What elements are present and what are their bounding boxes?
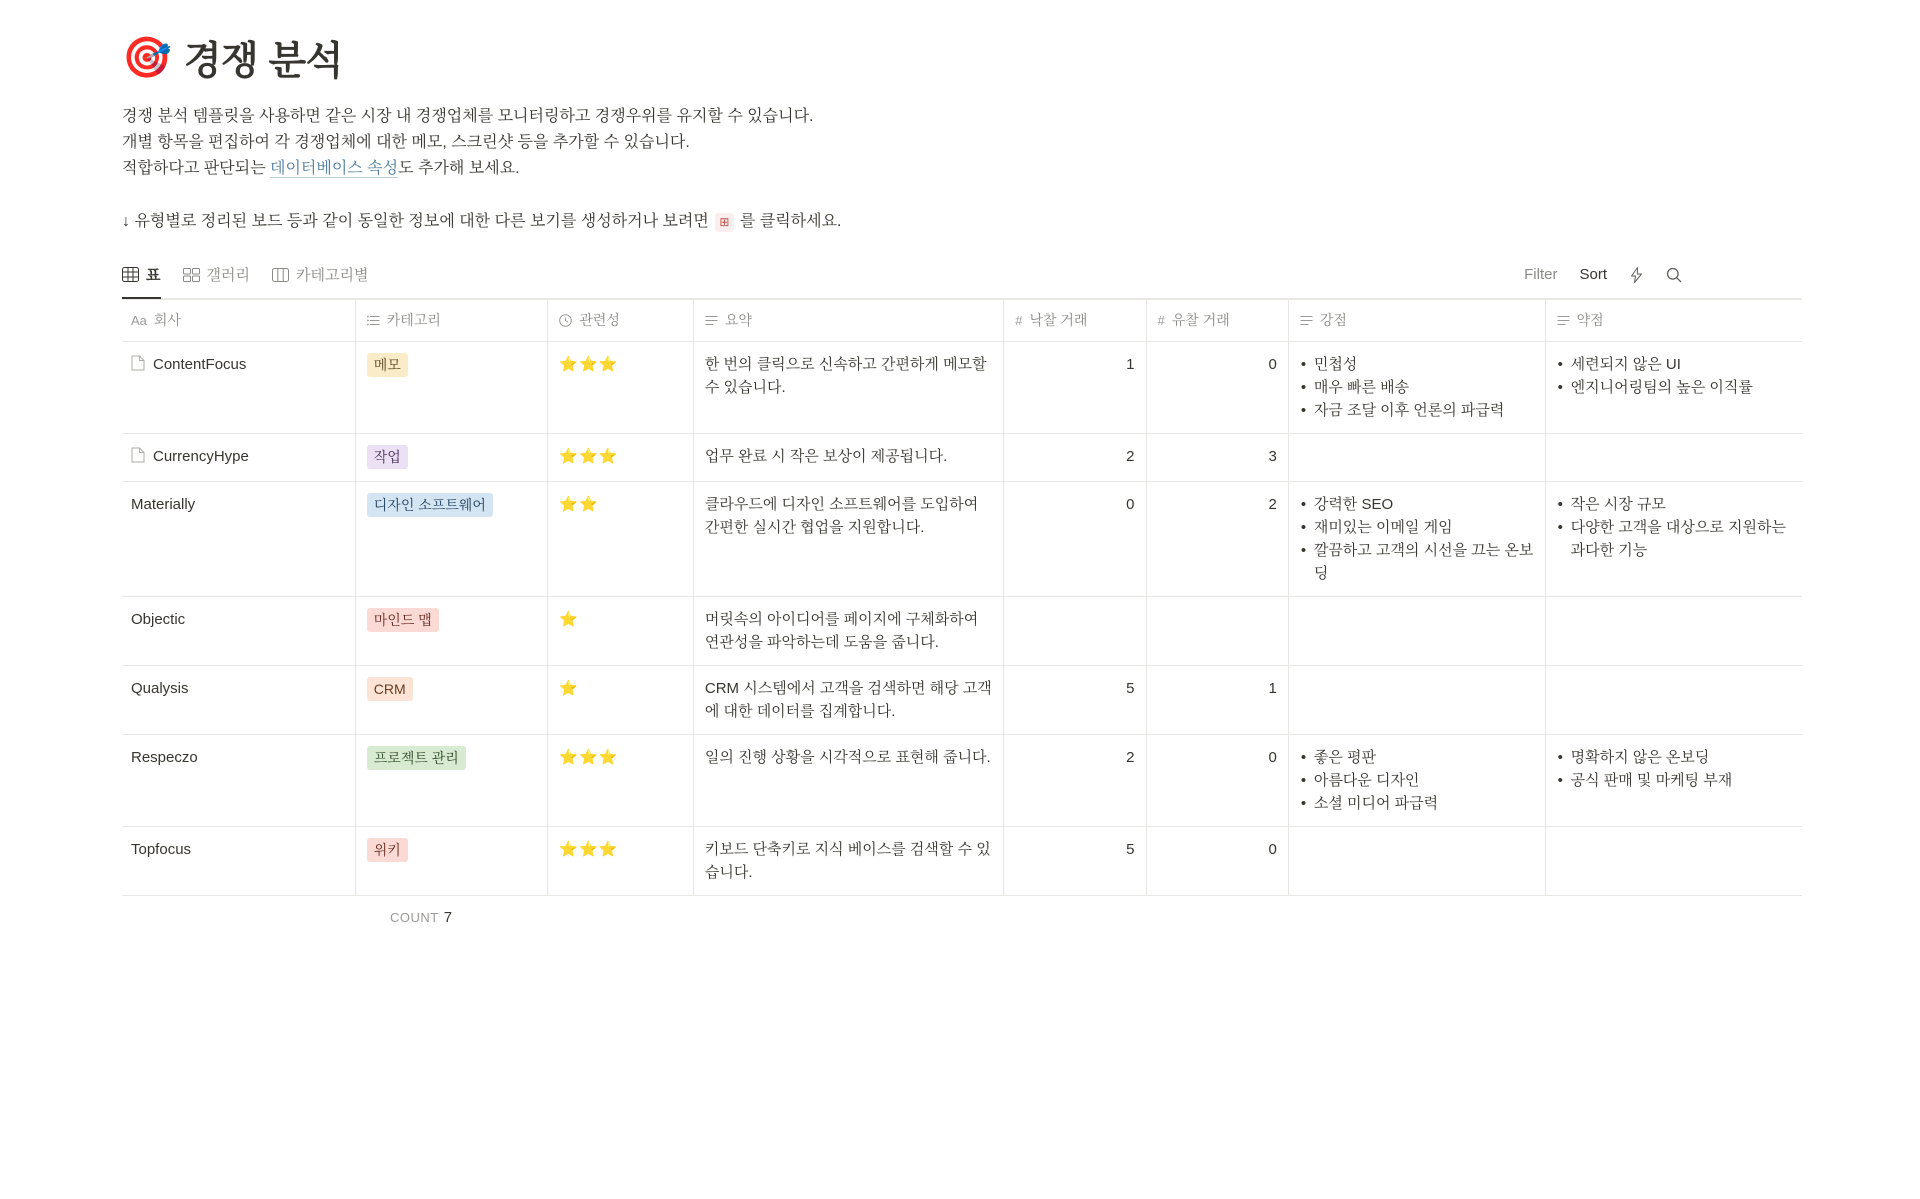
tab-gallery-view-label: 갤러리 — [206, 267, 250, 284]
table-row[interactable] — [122, 666, 1802, 735]
company-name: CurrencyHype — [153, 448, 249, 465]
text-icon — [1300, 315, 1313, 326]
column-header-category-label: 카테고리 — [386, 312, 441, 328]
table-header-row — [122, 300, 1802, 342]
table-row[interactable] — [122, 735, 1802, 827]
cell-relevance[interactable] — [548, 666, 694, 735]
relevance-stars: ⭐⭐⭐ — [559, 356, 619, 373]
table-row[interactable] — [122, 434, 1802, 482]
list-item: • 소셜 미디어 파급력 — [1300, 792, 1534, 815]
column-header-strengths[interactable] — [1288, 300, 1545, 342]
view-hint-callout — [122, 210, 1920, 234]
filter-button[interactable]: Filter — [1524, 266, 1558, 283]
cell-summary[interactable]: 업무 완료 시 작은 보상이 제공됩니다. — [693, 434, 1003, 482]
list-item: • 다양한 고객을 대상으로 지원하는 과다한 기능 — [1557, 516, 1791, 562]
cell-summary[interactable]: 클라우드에 디자인 소프트웨어를 도입하여 간편한 실시간 협업을 지원합니다. — [693, 482, 1003, 597]
list-item: • 명확하지 않은 온보딩 — [1557, 746, 1791, 769]
cell-company[interactable] — [122, 342, 355, 434]
cell-category[interactable] — [355, 666, 548, 735]
weaknesses-list — [1557, 746, 1791, 792]
cell-summary[interactable]: 일의 진행 상황을 시각적으로 표현해 줍니다. — [693, 735, 1003, 827]
list-item: • 강력한 SEO — [1300, 493, 1534, 516]
table-header — [122, 300, 1802, 342]
database-views-bar — [122, 264, 1802, 299]
table-footer-count — [122, 909, 1920, 926]
cell-category[interactable] — [355, 827, 548, 896]
category-tag: 메모 — [367, 353, 408, 377]
cell-relevance[interactable] — [548, 597, 694, 666]
title-type-icon: Aa — [131, 313, 147, 328]
column-header-weaknesses-label: 약점 — [1576, 312, 1604, 328]
cell-strengths[interactable] — [1288, 342, 1545, 434]
cell-open-deals[interactable]: 0 — [1146, 342, 1288, 434]
cell-company[interactable] — [122, 666, 355, 735]
table-row[interactable] — [122, 482, 1802, 597]
view-tabs — [122, 264, 368, 292]
page-intro — [122, 104, 1222, 182]
weaknesses-list — [1557, 353, 1791, 399]
cell-relevance[interactable] — [548, 735, 694, 827]
database-toolbar — [1524, 266, 1682, 290]
target-icon — [559, 314, 572, 327]
cell-weaknesses[interactable] — [1545, 342, 1802, 434]
cell-category[interactable] — [355, 342, 548, 434]
table-row[interactable] — [122, 342, 1802, 434]
relevance-stars: ⭐⭐⭐ — [559, 448, 619, 465]
column-header-weaknesses[interactable] — [1545, 300, 1802, 342]
cell-category[interactable] — [355, 597, 548, 666]
text-icon — [705, 315, 718, 326]
cell-weaknesses[interactable] — [1545, 482, 1802, 597]
callout-suffix: 를 클릭하세요. — [739, 213, 842, 230]
table-body — [122, 342, 1802, 896]
relevance-stars: ⭐ — [559, 611, 580, 628]
column-header-relevance-label: 관련성 — [579, 312, 620, 328]
column-header-company-label: 회사 — [153, 312, 181, 328]
cell-summary[interactable]: CRM 시스템에서 고객을 검색하면 해당 고객에 대한 데이터를 집계합니다. — [693, 666, 1003, 735]
column-header-company[interactable] — [122, 300, 355, 342]
tab-table-view-label: 표 — [146, 267, 161, 284]
intro-line-3-suffix: 도 추가해 보세요. — [398, 160, 520, 177]
list-item: • 세련되지 않은 UI — [1557, 353, 1791, 376]
table-view-inline-icon: ⊞ — [715, 213, 734, 232]
company-name: Respeczo — [131, 749, 198, 766]
table-row[interactable] — [122, 827, 1802, 896]
page-icon — [131, 355, 145, 378]
cell-relevance[interactable] — [548, 827, 694, 896]
category-tag: 작업 — [367, 445, 408, 469]
strengths-list — [1300, 746, 1534, 815]
competitive-analysis-table — [122, 299, 1802, 896]
weaknesses-list — [1557, 493, 1791, 562]
list-item: • 공식 판매 및 마케팅 부재 — [1557, 769, 1791, 792]
cell-weaknesses[interactable] — [1545, 597, 1802, 666]
cell-strengths[interactable] — [1288, 434, 1545, 482]
tab-board-view[interactable] — [272, 264, 368, 292]
callout-prefix: ↓ 유형별로 정리된 보드 등과 같이 동일한 정보에 대한 다른 보기를 생성하거나 보려면 — [122, 213, 709, 230]
cell-relevance[interactable] — [548, 482, 694, 597]
column-header-open-deals[interactable] — [1146, 300, 1288, 342]
cell-company[interactable] — [122, 597, 355, 666]
cell-closed-deals[interactable]: 1 — [1004, 342, 1146, 434]
cell-weaknesses[interactable] — [1545, 827, 1802, 896]
select-icon — [367, 315, 380, 326]
sort-button[interactable]: Sort — [1579, 266, 1607, 283]
cell-open-deals[interactable]: 0 — [1146, 827, 1288, 896]
cell-open-deals[interactable]: 2 — [1146, 482, 1288, 597]
column-header-open-deals-label: 유찰 거래 — [1171, 312, 1230, 328]
cell-category[interactable] — [355, 482, 548, 597]
count-label: COUNT — [390, 910, 439, 925]
cell-closed-deals[interactable]: 5 — [1004, 827, 1146, 896]
cell-closed-deals[interactable]: 2 — [1004, 735, 1146, 827]
column-header-relevance[interactable] — [548, 300, 694, 342]
page-title-row — [122, 30, 1920, 86]
cell-category[interactable] — [355, 434, 548, 482]
cell-relevance[interactable] — [548, 342, 694, 434]
relevance-stars: ⭐⭐ — [559, 496, 599, 513]
cell-weaknesses[interactable] — [1545, 735, 1802, 827]
intro-line-2: 개별 항목을 편집하여 각 경쟁업체에 대한 메모, 스크린샷 등을 추가할 수 있습니다. — [122, 134, 690, 151]
relevance-stars: ⭐ — [559, 680, 580, 697]
category-tag: CRM — [367, 677, 413, 701]
text-icon — [1557, 315, 1570, 326]
column-header-closed-deals-label: 낙찰 거래 — [1029, 312, 1088, 328]
column-header-summary-label: 요약 — [724, 312, 752, 328]
tab-gallery-view[interactable] — [183, 264, 250, 292]
cell-open-deals[interactable] — [1146, 597, 1288, 666]
intro-line-3 — [122, 156, 1222, 182]
number-icon: # — [1015, 313, 1023, 328]
company-name: Qualysis — [131, 680, 189, 697]
count-value: 7 — [443, 909, 453, 926]
cell-relevance[interactable] — [548, 434, 694, 482]
company-name: Materially — [131, 496, 196, 513]
cell-company[interactable] — [122, 434, 355, 482]
cell-closed-deals[interactable]: 0 — [1004, 482, 1146, 597]
cell-strengths[interactable] — [1288, 482, 1545, 597]
table-row[interactable] — [122, 597, 1802, 666]
page-title: 경쟁 분석 — [183, 40, 343, 83]
cell-open-deals[interactable]: 0 — [1146, 735, 1288, 827]
list-item: • 깔끔하고 고객의 시선을 끄는 온보딩 — [1300, 539, 1534, 585]
column-header-closed-deals[interactable] — [1004, 300, 1146, 342]
company-name: ContentFocus — [153, 356, 247, 373]
intro-line-3-prefix: 적합하다고 판단되는 — [122, 160, 270, 177]
company-name: Topfocus — [131, 841, 192, 858]
category-tag: 마인드 맵 — [367, 608, 439, 632]
database-property-link[interactable]: 데이터베이스 속성 — [270, 160, 399, 177]
list-item: • 작은 시장 규모 — [1557, 493, 1791, 516]
category-tag: 프로젝트 관리 — [367, 746, 466, 770]
column-header-category[interactable] — [355, 300, 548, 342]
column-header-summary[interactable] — [693, 300, 1003, 342]
search-icon[interactable] — [1666, 267, 1682, 283]
cell-weaknesses[interactable] — [1545, 434, 1802, 482]
cell-closed-deals[interactable] — [1004, 597, 1146, 666]
strengths-list — [1300, 353, 1534, 422]
cell-weaknesses[interactable] — [1545, 666, 1802, 735]
cell-strengths[interactable] — [1288, 827, 1545, 896]
number-icon: # — [1157, 313, 1165, 328]
target-emoji-icon: 🎯 — [122, 36, 172, 80]
cell-closed-deals[interactable]: 5 — [1004, 666, 1146, 735]
cell-strengths[interactable] — [1288, 735, 1545, 827]
cell-category[interactable] — [355, 735, 548, 827]
intro-line-1: 경쟁 분석 템플릿을 사용하면 같은 시장 내 경쟁업체를 모니터링하고 경쟁우위를 유지할 수 있습니다. — [122, 108, 814, 125]
company-name: Objectic — [131, 611, 186, 628]
list-item: • 재미있는 이메일 게임 — [1300, 516, 1534, 539]
cell-strengths[interactable] — [1288, 597, 1545, 666]
board-view-icon — [272, 268, 289, 282]
cell-open-deals[interactable]: 3 — [1146, 434, 1288, 482]
list-item: • 엔지니어링팀의 높은 이직률 — [1557, 376, 1791, 399]
list-item: • 아름다운 디자인 — [1300, 769, 1534, 792]
category-tag: 위키 — [367, 838, 408, 862]
relevance-stars: ⭐⭐⭐ — [559, 841, 619, 858]
gallery-view-icon — [183, 268, 200, 282]
strengths-list — [1300, 493, 1534, 585]
tab-board-view-label: 카테고리별 — [295, 267, 369, 284]
cell-open-deals[interactable]: 1 — [1146, 666, 1288, 735]
list-item: • 자금 조달 이후 언론의 파급력 — [1300, 399, 1534, 422]
cell-company[interactable] — [122, 735, 355, 827]
cell-summary[interactable]: 키보드 단축키로 지식 베이스를 검색할 수 있습니다. — [693, 827, 1003, 896]
cell-summary[interactable]: 머릿속의 아이디어를 페이지에 구체화하여 연관성을 파악하는데 도움을 줍니다. — [693, 597, 1003, 666]
page-icon — [131, 447, 145, 470]
relevance-stars: ⭐⭐⭐ — [559, 749, 619, 766]
list-item: • 매우 빠른 배송 — [1300, 376, 1534, 399]
tab-table-view[interactable] — [122, 264, 161, 292]
list-item: • 민첩성 — [1300, 353, 1534, 376]
cell-closed-deals[interactable]: 2 — [1004, 434, 1146, 482]
list-item: • 좋은 평판 — [1300, 746, 1534, 769]
column-header-strengths-label: 강점 — [1319, 312, 1347, 328]
cell-strengths[interactable] — [1288, 666, 1545, 735]
category-tag: 디자인 소프트웨어 — [367, 493, 493, 517]
cell-company[interactable] — [122, 827, 355, 896]
table-view-icon — [122, 267, 139, 282]
cell-company[interactable] — [122, 482, 355, 597]
lightning-icon[interactable] — [1629, 267, 1644, 283]
cell-summary[interactable]: 한 번의 클릭으로 신속하고 간편하게 메모할 수 있습니다. — [693, 342, 1003, 434]
